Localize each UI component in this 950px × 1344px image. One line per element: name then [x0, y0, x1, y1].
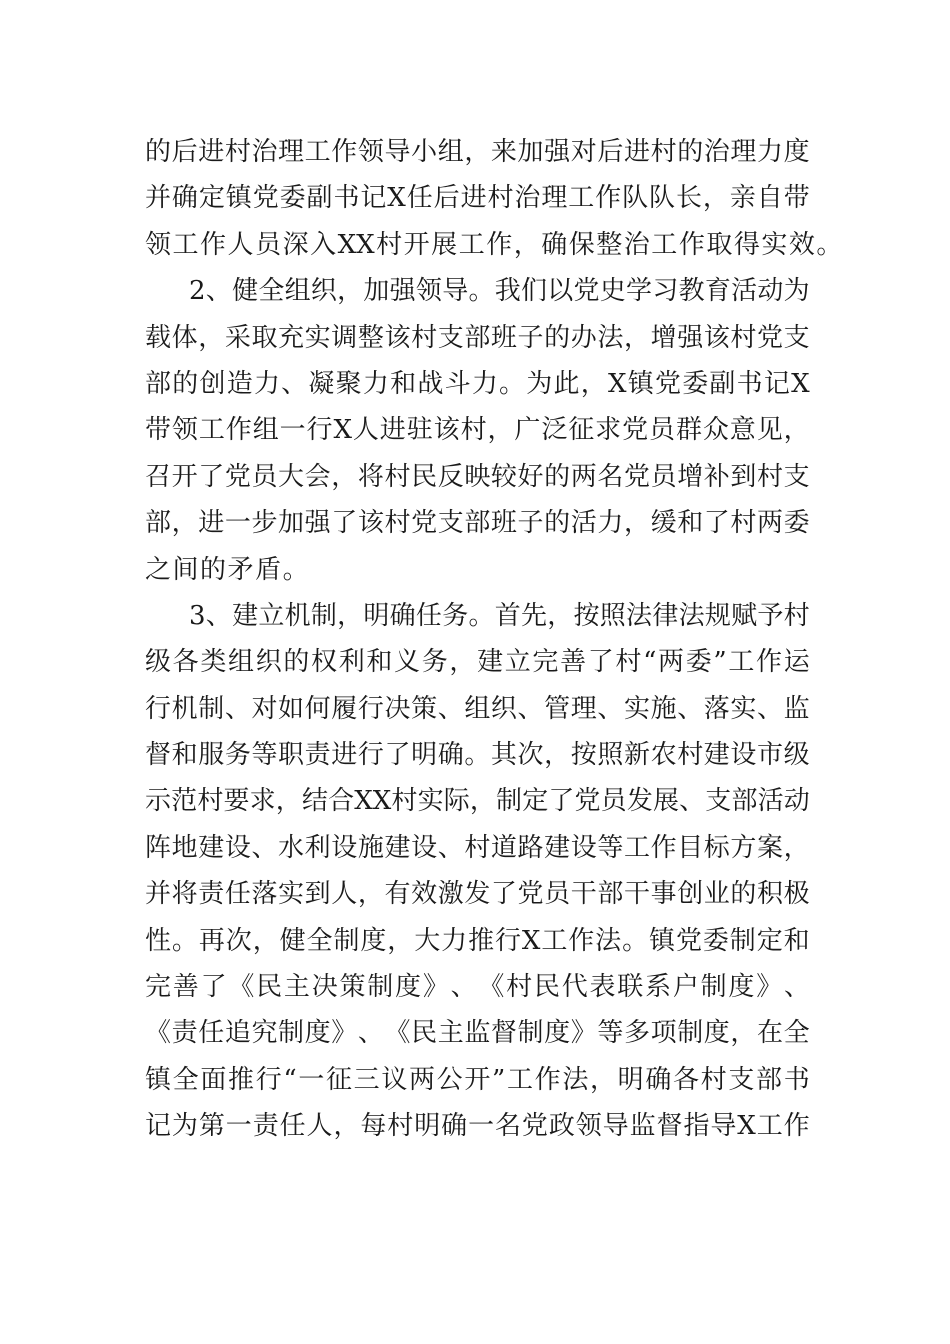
- text-line: 完 善 了 《 民 主 决 策 制 度 》 、 《 村 民 代 表 联 系 户 制 度 》 、: [145, 972, 810, 1003]
- text-line: 2 、 健 全 组 织 ， 加 强 领 导 。 我 们 以 党 史 学 习 教 育 活 动 为: [189, 276, 810, 307]
- text-line: 领 工 作 人 员 深 入 XX 村 开 展 工 作 ， 确 保 整 治 工 作 取 得 实 效 。: [145, 229, 843, 260]
- text-line: 示 范 村 要 求 ， 结 合 XX 村 实 际 ， 制 定 了 党 员 发 展 、 支 部 活 动: [145, 786, 810, 817]
- text-line: 部 ， 进 一 步 加 强 了 该 村 党 支 部 班 子 的 活 力 ， 缓 和 了 村 两 委: [145, 508, 810, 539]
- body-text: [145, 129, 843, 1150]
- text-line: 记 为 第 一 责 任 人 ， 每 村 明 确 一 名 党 政 领 导 监 督 指 导 X 工 作: [145, 1111, 810, 1142]
- text-line: 行 机 制 、 对 如 何 履 行 决 策 、 组 织 、 管 理 、 实 施 、 落 实 、 监: [145, 693, 810, 724]
- text-line: 部 的 创 造 力 、 凝 聚 力 和 战 斗 力 。 为 此 ， X 镇 党 委 副 书 记 X: [145, 368, 810, 399]
- text-line: 载 体 ， 采 取 充 实 调 整 该 村 支 部 班 子 的 办 法 ， 增 强 该 村 党 支: [145, 322, 810, 353]
- text-line: 召 开 了 党 员 大 会 ， 将 村 民 反 映 较 好 的 两 名 党 员 增 补 到 村 支: [145, 461, 810, 492]
- text-line: 之 间 的 矛 盾 。: [145, 554, 309, 585]
- text-line: 《 责 任 追 究 制 度 》 、 《 民 主 监 督 制 度 》 等 多 项 制 度 ， 在 全: [145, 1018, 810, 1049]
- text-line: 带 领 工 作 组 一 行 X 人 进 驻 该 村 ， 广 泛 征 求 党 员 群 众 意 见 ，: [145, 415, 810, 446]
- text-line: 阵 地 建 设 、 水 利 设 施 建 设 、 村 道 路 建 设 等 工 作 目 标 方 案 ，: [145, 832, 810, 863]
- text-line: 3 、 建 立 机 制 ， 明 确 任 务 。 首 先 ， 按 照 法 律 法 规 赋 予 村: [189, 600, 810, 631]
- text-line: 并 将 责 任 落 实 到 人 ， 有 效 激 发 了 党 员 干 部 干 事 创 业 的 积 极: [145, 879, 810, 910]
- text-line: 的 后 进 村 治 理 工 作 领 导 小 组 ， 来 加 强 对 后 进 村 的 治 理 力 度: [145, 137, 810, 167]
- text-line: 镇 全 面 推 行 “ 一 征 三 议 两 公 开 ” 工 作 法 ， 明 确 各 村 支 部 书: [145, 1064, 810, 1095]
- text-line: 并 确 定 镇 党 委 副 书 记 X 任 后 进 村 治 理 工 作 队 队 长 ， 亲 自 带: [145, 183, 810, 214]
- text-line: 性 。 再 次 ， 健 全 制 度 ， 大 力 推 行 X 工 作 法 。 镇 党 委 制 定 和: [145, 925, 810, 956]
- text-line: 级 各 类 组 织 的 权 利 和 义 务 ， 建 立 完 善 了 村 “ 两 委 ” 工 作 运: [145, 647, 810, 678]
- text-line: 督 和 服 务 等 职 责 进 行 了 明 确 。 其 次 ， 按 照 新 农 村 建 设 市 级: [145, 740, 810, 771]
